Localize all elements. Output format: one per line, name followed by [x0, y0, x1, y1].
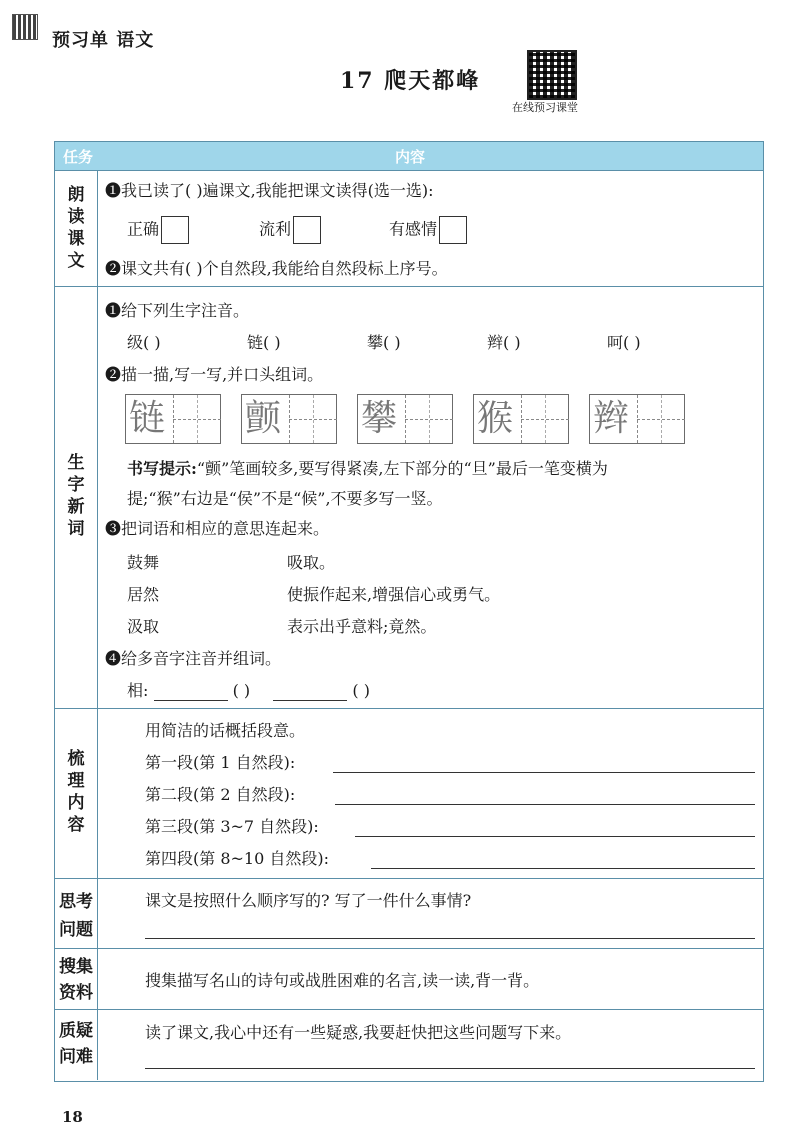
pinyin-item[interactable]: 攀( ) — [367, 333, 401, 352]
collect-text: 搜集描写名山的诗句或战胜困难的名言,读一读,背一背。 — [145, 971, 540, 990]
poly-char: 相: — [127, 681, 149, 700]
row-divider — [55, 1009, 763, 1010]
reading-option-correct[interactable] — [127, 216, 189, 244]
outline-item: 第二段(第 2 自然段): — [145, 785, 296, 804]
trace-grid[interactable] — [589, 394, 685, 444]
reading-option-expressive[interactable] — [389, 216, 467, 244]
col-content-header: 内容 — [395, 148, 426, 166]
match-left-item[interactable]: 居然 — [127, 585, 160, 604]
table-header — [55, 142, 763, 171]
polyphone-row — [127, 678, 370, 701]
hint-label: 书写提示: — [127, 459, 197, 478]
think-question: 课文是按照什么顺序写的? 写了一件什么事情? — [145, 891, 472, 910]
trace-grid[interactable] — [357, 394, 453, 444]
match-left-item[interactable]: 鼓舞 — [127, 553, 160, 572]
doubts-text: 读了课文,我心中还有一些疑惑,我要赶快把这些问题写下来。 — [145, 1023, 572, 1042]
option-label: 流利 — [259, 219, 292, 239]
section-label-think: 思考问题 — [59, 892, 93, 940]
row-divider — [55, 878, 763, 879]
answer-line[interactable] — [371, 868, 755, 869]
pinyin-paren[interactable]: ( ) — [232, 681, 251, 700]
qr-code-icon[interactable] — [527, 50, 577, 100]
worksheet-table — [54, 141, 764, 1082]
section-label-words: 生字新词 — [67, 453, 85, 539]
match-right-item[interactable]: 吸取。 — [287, 553, 336, 572]
column-divider — [97, 170, 98, 1080]
section-label-outline: 梳理内容 — [67, 749, 85, 835]
option-label: 有感情 — [389, 219, 438, 239]
reading-option-fluent[interactable] — [259, 216, 321, 244]
words-q2: ❷描一描,写一写,并口头组词。 — [105, 365, 324, 384]
outline-intro: 用简洁的话概括段意。 — [145, 721, 306, 740]
pinyin-item[interactable]: 辫( ) — [487, 333, 521, 352]
reading-q1: ❶我已读了( )遍课文,我能把课文读得(选一选): — [105, 181, 434, 200]
words-q1: ❶给下列生字注音。 — [105, 301, 250, 320]
row-divider — [55, 286, 763, 287]
lesson-title: 17 爬天都峰 — [340, 68, 481, 94]
checkbox[interactable] — [439, 216, 467, 244]
words-q4: ❹给多音字注音并组词。 — [105, 649, 282, 668]
answer-line[interactable] — [333, 772, 755, 773]
option-label: 正确 — [127, 219, 160, 239]
section-label-reading: 朗读课文 — [67, 185, 85, 271]
section-label-doubts: 质疑问难 — [59, 1021, 93, 1067]
trace-grid[interactable] — [241, 394, 337, 444]
answer-blank[interactable] — [154, 700, 228, 701]
trace-grid[interactable] — [125, 394, 221, 444]
hint-line-2: 提;“猴”右边是“侯”不是“候”,不要多写一竖。 — [127, 489, 443, 508]
match-right-item[interactable]: 使振作起来,增强信心或勇气。 — [287, 585, 501, 604]
row-divider — [55, 948, 763, 949]
pinyin-item[interactable]: 链( ) — [247, 333, 281, 352]
trace-char: 攀 — [361, 398, 398, 439]
section-label-collect: 搜集资料 — [59, 957, 93, 1003]
pinyin-item[interactable]: 呵( ) — [607, 333, 641, 352]
outline-item: 第四段(第 8~10 自然段): — [145, 849, 329, 868]
trace-grid[interactable] — [473, 394, 569, 444]
answer-blank[interactable] — [273, 700, 347, 701]
checkbox[interactable] — [293, 216, 321, 244]
corner-qr-icon — [12, 14, 38, 40]
pinyin-paren[interactable]: ( ) — [352, 681, 370, 700]
trace-char: 猴 — [477, 398, 514, 439]
page-number: 18 — [62, 1108, 83, 1126]
outline-item: 第三段(第 3~7 自然段): — [145, 817, 319, 836]
outline-item: 第一段(第 1 自然段): — [145, 753, 296, 772]
checkbox[interactable] — [161, 216, 189, 244]
answer-line[interactable] — [355, 836, 755, 837]
trace-char: 链 — [129, 398, 166, 439]
writing-hint — [127, 456, 608, 479]
match-left-item[interactable]: 汲取 — [127, 617, 160, 636]
answer-line[interactable] — [145, 1068, 755, 1069]
hint-line: “颤”笔画较多,要写得紧凑,左下部分的“旦”最后一笔变横为 — [196, 459, 608, 478]
trace-char: 辫 — [593, 398, 630, 439]
answer-line[interactable] — [145, 938, 755, 939]
pinyin-item[interactable]: 级( ) — [127, 333, 161, 352]
match-right-item[interactable]: 表示出乎意料;竟然。 — [287, 617, 437, 636]
header-label: 预习单 语文 — [52, 30, 155, 51]
row-divider — [55, 708, 763, 709]
trace-char: 颤 — [245, 398, 282, 439]
qr-caption: 在线预习课堂 — [512, 101, 578, 114]
words-q3: ❸把词语和相应的意思连起来。 — [105, 519, 330, 538]
reading-q2: ❷课文共有( )个自然段,我能给自然段标上序号。 — [105, 259, 448, 278]
col-task-header: 任务 — [63, 148, 94, 166]
answer-line[interactable] — [335, 804, 755, 805]
